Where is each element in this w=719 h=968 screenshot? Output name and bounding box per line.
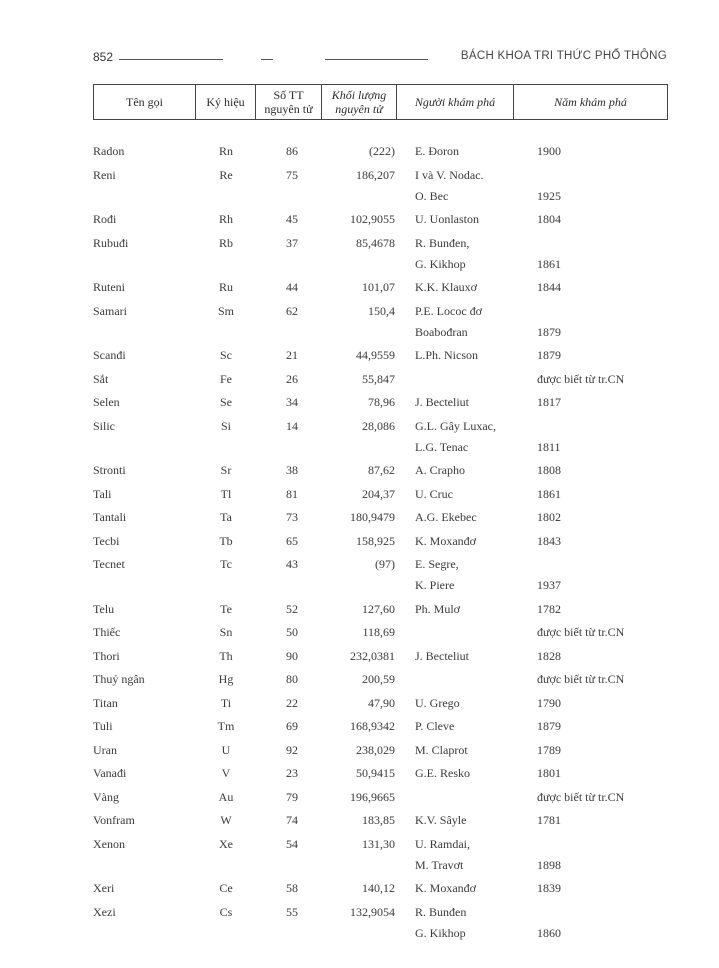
table-row [93,345,667,366]
discoverer [415,599,530,620]
element-name: Stronti [93,463,126,477]
element-symbol: Sc [220,348,232,362]
discoverer-line: U. Cruc [415,486,453,501]
element-symbol: Rn [218,144,233,158]
element-symbol: Hg [218,672,234,686]
discoverer-line: K.K. Klauxơ [415,280,478,294]
discoverer [415,878,530,899]
discovery-year: 1879 [537,348,561,362]
atomic-number: 44 [286,280,298,294]
element-symbol: Ce [219,881,233,895]
table-row [93,209,667,230]
table-header-row [94,85,668,120]
table-row [93,902,667,944]
atomic-number: 52 [286,601,298,616]
atomic-mass: 50,9415 [356,766,395,780]
discoverer-line [415,622,530,643]
column-header-symbol: Ký hiệu [196,85,256,120]
discoverer [415,787,530,808]
discoverer-line: P. Cleve [415,719,455,733]
discoverer-line: K. Moxanđơ [415,881,477,895]
discoverer [415,622,530,643]
table-row [93,416,667,458]
discovery-year: 1879 [537,324,561,339]
discovery-year: 1900 [537,144,561,158]
atomic-mass: 28,086 [362,418,395,433]
table-row [93,165,667,207]
element-symbol: Rh [218,212,233,226]
discoverer-line: L.G. Tenac [415,439,469,454]
discoverer-line: K.V. Sâyle [415,813,467,827]
discovery-year: 1860 [537,925,561,940]
element-symbol: Te [220,601,232,616]
discoverer-line [415,669,530,690]
elements-table [93,84,668,120]
element-name: Xenon [93,836,125,851]
element-name: Rođi [93,212,117,226]
discovery-year: 1790 [537,695,561,710]
discoverer-line: J. Becteliut [415,648,469,663]
discoverer-line: P.E. Lococ đơ [415,303,483,318]
discoverer [415,693,530,714]
atomic-number: 14 [286,418,298,433]
page-number: 852 [93,50,114,64]
discoverer [415,301,530,343]
table-row [93,669,667,690]
discoverer [415,369,530,390]
element-name: Tantali [93,510,127,524]
discovery-year: 1843 [537,533,561,548]
discovery-year: 1781 [537,813,561,827]
discoverer-line: G.L. Gây Luxac, [415,418,496,433]
discoverer-line: I và V. Nodac. [415,167,484,182]
element-symbol: W [220,813,232,827]
table-row [93,716,667,737]
table-row [93,392,667,413]
atomic-number: 23 [286,766,298,780]
element-name: Thori [93,648,120,663]
element-name: Samari [93,303,127,318]
discoverer-line: K. Piere [415,578,455,592]
discoverer [415,507,530,528]
atomic-number: 21 [286,348,298,362]
table-row [93,277,667,298]
atomic-mass: 102,9055 [350,212,395,226]
atomic-number: 38 [286,463,298,477]
discoverer-line: U. Uonlaston [415,212,479,226]
table-row [93,646,667,667]
atomic-number: 50 [286,625,298,639]
discovery-year: 1817 [537,395,561,409]
atomic-number: 26 [286,371,298,386]
element-name: Reni [93,167,116,182]
discoverer-line [415,369,530,390]
element-symbol: Ru [218,280,233,294]
table-row [93,141,667,162]
table-row [93,484,667,505]
atomic-mass: 85,4678 [356,235,395,250]
column-header-atomic-number: Số TT nguyên tử [256,85,322,120]
table-row [93,693,667,714]
element-symbol: Tc [220,557,232,571]
discoverer [415,460,530,481]
element-name: Titan [93,695,118,710]
discoverer [415,165,530,207]
header-rule [261,59,273,60]
discoverer-line: M. Travơt [415,857,464,872]
element-name: Xeri [93,881,115,895]
atomic-number: 90 [286,648,298,663]
table-row [93,878,667,899]
discovery-year: 1811 [537,439,561,454]
column-header-year: Năm khám phá [514,85,668,120]
element-symbol: V [221,766,231,780]
atomic-mass: 127,60 [362,601,395,616]
element-symbol: Sn [219,625,233,639]
atomic-mass: 196,9665 [350,789,395,804]
discoverer [415,902,530,944]
discovery-year: 1801 [537,766,561,780]
element-name: Tuli [93,719,113,733]
atomic-number: 86 [286,144,298,158]
discoverer [415,209,530,230]
table-row [93,834,667,876]
atomic-mass: 78,96 [368,395,395,409]
atomic-mass: 132,9054 [350,904,395,919]
table-row [93,599,667,620]
discovery-year: 1828 [537,648,561,663]
atomic-number: 62 [286,303,298,318]
discoverer-line: R. Bunđen, [415,235,470,250]
discoverer [415,740,530,761]
element-name: Tecnet [93,557,125,571]
element-name: Scanđi [93,348,126,362]
discoverer [415,763,530,784]
discoverer-line: J. Becteliut [415,395,469,409]
discoverer [415,141,530,162]
discoverer-line: U. Grego [415,695,460,710]
element-name: Uran [93,742,117,757]
element-symbol: Si [220,418,231,433]
atomic-number: 73 [286,510,298,524]
table-row [93,554,667,596]
discovery-year: 1898 [537,857,561,872]
discoverer-line: G. Kikhop [415,256,466,271]
atomic-number: 69 [286,719,298,733]
atomic-number: 45 [286,212,298,226]
discovery-year: 1861 [537,486,561,501]
discoverer-line: G. Kikhop [415,925,466,940]
discoverer [415,345,530,366]
discoverer-line: K. Moxanđơ [415,533,477,548]
atomic-number: 43 [286,557,298,571]
atomic-mass: 44,9559 [356,348,395,362]
atomic-number: 54 [286,836,298,851]
element-symbol: Fe [220,371,232,386]
element-name: Vonfram [93,813,135,827]
discovery-year: 1782 [537,601,561,616]
atomic-mass: 180,9479 [350,510,395,524]
element-symbol: Tb [219,533,233,548]
atomic-number: 65 [286,533,298,548]
discoverer [415,484,530,505]
element-symbol: Au [218,789,234,804]
element-name: Tali [93,486,112,501]
atomic-mass: 87,62 [368,463,395,477]
atomic-mass: 168,9342 [350,719,395,733]
atomic-number: 34 [286,395,298,409]
element-symbol: Ti [220,695,232,710]
book-title: BÁCH KHOA TRI THỨC PHỔ THÔNG [460,50,667,62]
discoverer-line: Boabođran [415,324,468,339]
atomic-number: 74 [286,813,298,827]
element-name: Tecbi [93,533,120,548]
discovery-year: 1802 [537,510,561,524]
element-name: Selen [93,395,120,409]
discovery-year: 1808 [537,463,561,477]
element-symbol: Cs [219,904,233,919]
element-symbol: Ta [220,510,232,524]
atomic-mass: (97) [375,557,395,571]
atomic-mass: 204,37 [362,486,395,501]
element-symbol: Sm [217,303,234,318]
element-name: Xezi [93,904,116,919]
element-symbol: Se [220,395,232,409]
discoverer [415,531,530,552]
table-row [93,787,667,808]
element-symbol: Rb [218,235,233,250]
discoverer-line [415,787,530,808]
discoverer [415,277,530,298]
discovery-year: 1861 [537,256,561,271]
discoverer-line: M. Claprot [415,742,468,757]
discoverer-line: O. Bec [415,188,449,203]
element-name: Silic [93,418,116,433]
discovery-year: 1879 [537,719,561,733]
discovery-year: được biết từ tr.CN [537,789,625,804]
atomic-number: 58 [286,881,298,895]
discoverer [415,554,530,596]
page-header [93,50,667,70]
atomic-mass: 183,85 [362,813,395,827]
discoverer [415,834,530,876]
table-row [93,301,667,343]
discoverer [415,646,530,667]
atomic-number: 37 [286,235,298,250]
atomic-mass: 118,69 [362,625,395,639]
discoverer-line: Ph. Mulơ [415,601,461,616]
element-name: Sắt [93,371,109,386]
table-row [93,369,667,390]
table-row [93,507,667,528]
discoverer-line: A.G. Ekebec [415,510,477,524]
element-symbol: Tl [220,486,232,501]
discovery-year: 1937 [537,578,561,592]
column-header-name: Tên gọi [94,85,196,120]
table-row [93,810,667,831]
discovery-year: 1844 [537,280,561,294]
discoverer-line: G.E. Resko [415,766,470,780]
atomic-number: 79 [286,789,298,804]
discoverer [415,233,530,275]
table-row [93,763,667,784]
column-header-atomic-mass: Khối lượng nguyên tử [322,85,397,120]
element-name: Telu [93,601,115,616]
element-symbol: Xe [219,836,233,851]
element-name: Ruteni [93,280,125,294]
discovery-year: được biết từ tr.CN [537,625,625,639]
atomic-mass: 150,4 [368,303,395,318]
atomic-mass: 186,207 [356,167,395,182]
element-name: Vàng [93,789,119,804]
atomic-mass: 238,029 [356,742,395,757]
atomic-number: 55 [286,904,298,919]
element-name: Radon [93,144,125,158]
atomic-mass: 140,12 [362,881,395,895]
discovery-year: 1789 [537,742,561,757]
discovery-year: 1925 [537,188,561,203]
discoverer [415,810,530,831]
discovery-year: được biết từ tr.CN [537,672,625,686]
discoverer-line: R. Bunđen [415,904,467,919]
table-row [93,460,667,481]
discoverer-line: U. Ramdai, [415,836,470,851]
discoverer [415,716,530,737]
discoverer-line: E. Segre, [415,557,459,571]
atomic-number: 80 [286,672,298,686]
atomic-mass: 232,0381 [350,648,395,663]
discoverer [415,669,530,690]
header-rule [119,59,223,60]
element-symbol: Th [219,648,233,663]
atomic-mass: 158,925 [356,533,395,548]
element-name: Rubuđi [93,235,129,250]
atomic-number: 92 [286,742,298,757]
atomic-mass: 131,30 [362,836,395,851]
atomic-number: 75 [286,167,298,182]
discovery-year: được biết từ tr.CN [537,371,625,386]
column-header-discoverer: Người khám phá [397,85,514,120]
discoverer-line: E. Đoron [415,144,459,158]
table-row [93,740,667,761]
element-symbol: Tm [217,719,235,733]
element-symbol: Re [219,167,233,182]
table-row [93,233,667,275]
atomic-mass: 55,847 [362,371,395,386]
discoverer [415,416,530,458]
atomic-mass: 200,59 [362,672,395,686]
atomic-number: 22 [286,695,298,710]
element-name: Thiếc [93,625,121,639]
atomic-number: 81 [286,486,298,501]
atomic-mass: (222) [369,144,395,158]
atomic-mass: 101,07 [362,280,395,294]
atomic-mass: 47,90 [368,695,395,710]
discoverer [415,392,530,413]
table-row [93,622,667,643]
header-rule [325,59,428,60]
table-row [93,531,667,552]
element-name: Vanađi [93,766,127,780]
discovery-year: 1839 [537,881,561,895]
discovery-year: 1804 [537,212,561,226]
element-name: Thuỷ ngân [93,672,145,686]
element-symbol: Sr [220,463,232,477]
discoverer-line: L.Ph. Nicson [415,348,478,362]
discoverer-line: A. Crapho [415,463,465,477]
element-symbol: U [221,742,231,757]
